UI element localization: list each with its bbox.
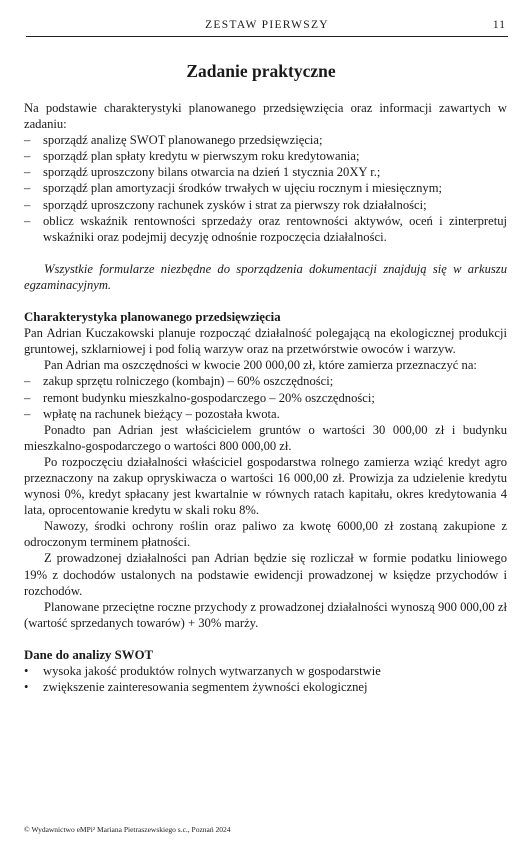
running-header bbox=[26, 14, 508, 37]
intro-paragraph: Na podstawie charakterystyki planowanego przedsięwzięcia oraz informacji zawartych w zadaniu: bbox=[24, 101, 507, 132]
paragraph: Z prowadzonej działalności pan Adrian będzie się rozliczał w formie podatku liniowego 19% z dochodów ustalonych na podstawie ewidencji prowadzonej w księdze przychodów i rozchodów. bbox=[24, 551, 507, 598]
task-item: – sporządź plan spłaty kredytu w pierwszym roku kredytowania; bbox=[24, 149, 360, 164]
swot-list bbox=[24, 663, 507, 695]
header-title: ZESTAW PIERWSZY bbox=[205, 19, 329, 31]
savings-item: – zakup sprzętu rolniczego (kombajn) – 60% oszczędności; bbox=[24, 374, 334, 389]
task-item: – sporządź analizę SWOT planowanego przedsięwzięcia; bbox=[24, 133, 323, 148]
copyright-footer: © Wydawnictwo eMPi² Mariana Pietraszewskiego s.c., Poznań 2024 bbox=[24, 825, 231, 834]
savings-item: – remont budynku mieszkalno-gospodarczego – 20% oszczędności; bbox=[24, 390, 375, 405]
swot-item: • zwiększenie zainteresowania segmentem żywności ekologicznej bbox=[24, 680, 368, 695]
task-list bbox=[24, 132, 507, 245]
savings-list bbox=[24, 373, 507, 421]
paragraph: Ponadto pan Adrian jest właścicielem gruntów o wartości 30 000,00 zł i budynku mieszkalno-gospodarczego o wartości 800 000,00 zł. bbox=[24, 422, 507, 453]
section-heading-swot: Dane do analizy SWOT bbox=[24, 647, 154, 662]
page-number: 11 bbox=[492, 19, 506, 31]
forms-note: Wszystkie formularze niezbędne do sporządzenia dokumentacji znajdują się w arkuszu egzaminacyjnym. bbox=[24, 261, 507, 292]
task-item: – sporządź uproszczony rachunek zysków i strat za pierwszy rok działalności; bbox=[24, 197, 427, 212]
main-content bbox=[24, 100, 507, 695]
savings-item: – wpłatę na rachunek bieżący – pozostała kwota. bbox=[24, 406, 280, 421]
swot-item: • wysoka jakość produktów rolnych wytwarzanych w gospodarstwie bbox=[24, 664, 381, 678]
task-item: – sporządź uproszczony bilans otwarcia na dzień 1 stycznia 20XY r.; bbox=[24, 165, 381, 180]
page-title: Zadanie praktyczne bbox=[186, 61, 336, 81]
paragraph: Nawozy, środki ochrony roślin oraz paliwo za kwotę 6000,00 zł zostaną zakupione z odroczonym terminem płatności. bbox=[24, 519, 507, 550]
section-heading-characteristics: Charakterystyka planowanego przedsięwzięcia bbox=[24, 310, 281, 325]
paragraph: Pan Adrian Kuczakowski planuje rozpocząć działalność polegającą na ekologicznej produkcji gruntowej, szklarniowej i pod folią warzyw oraz na przetwórstwie owoców i warzyw. bbox=[24, 326, 507, 357]
paragraph: Planowane przeciętne roczne przychody z prowadzonej działalności wynoszą 900 000,00 zł (wartość sprzedanych towarów) + 30% marży. bbox=[24, 599, 507, 630]
task-item: – oblicz wskaźnik rentowności sprzedaży oraz rentowności aktywów, oceń i zinterpretuj wskaźniki oraz podejmij decyzję odnośnie rozpoczęcia działalności. bbox=[24, 213, 507, 244]
paragraph: Po rozpoczęciu działalności właściciel gospodarstwa rolnego zamierza wziąć kredyt agro przeznaczony na zakup opryskiwacza o wartości 16 000,00 zł. Prowizja za udzielenie kredytu wynosi 0%, kredyt spłacany jest kwartalnie w równych ratach kapitału, okres kredytowania 4 lata, oprocentowanie kredytu w skali roku 8%. bbox=[24, 454, 507, 518]
task-item: – sporządź plan amortyzacji środków trwałych w ujęciu rocznym i miesięcznym; bbox=[24, 181, 443, 196]
paragraph: Pan Adrian ma oszczędności w kwocie 200 000,00 zł, które zamierza przeznaczyć na: bbox=[44, 358, 477, 373]
